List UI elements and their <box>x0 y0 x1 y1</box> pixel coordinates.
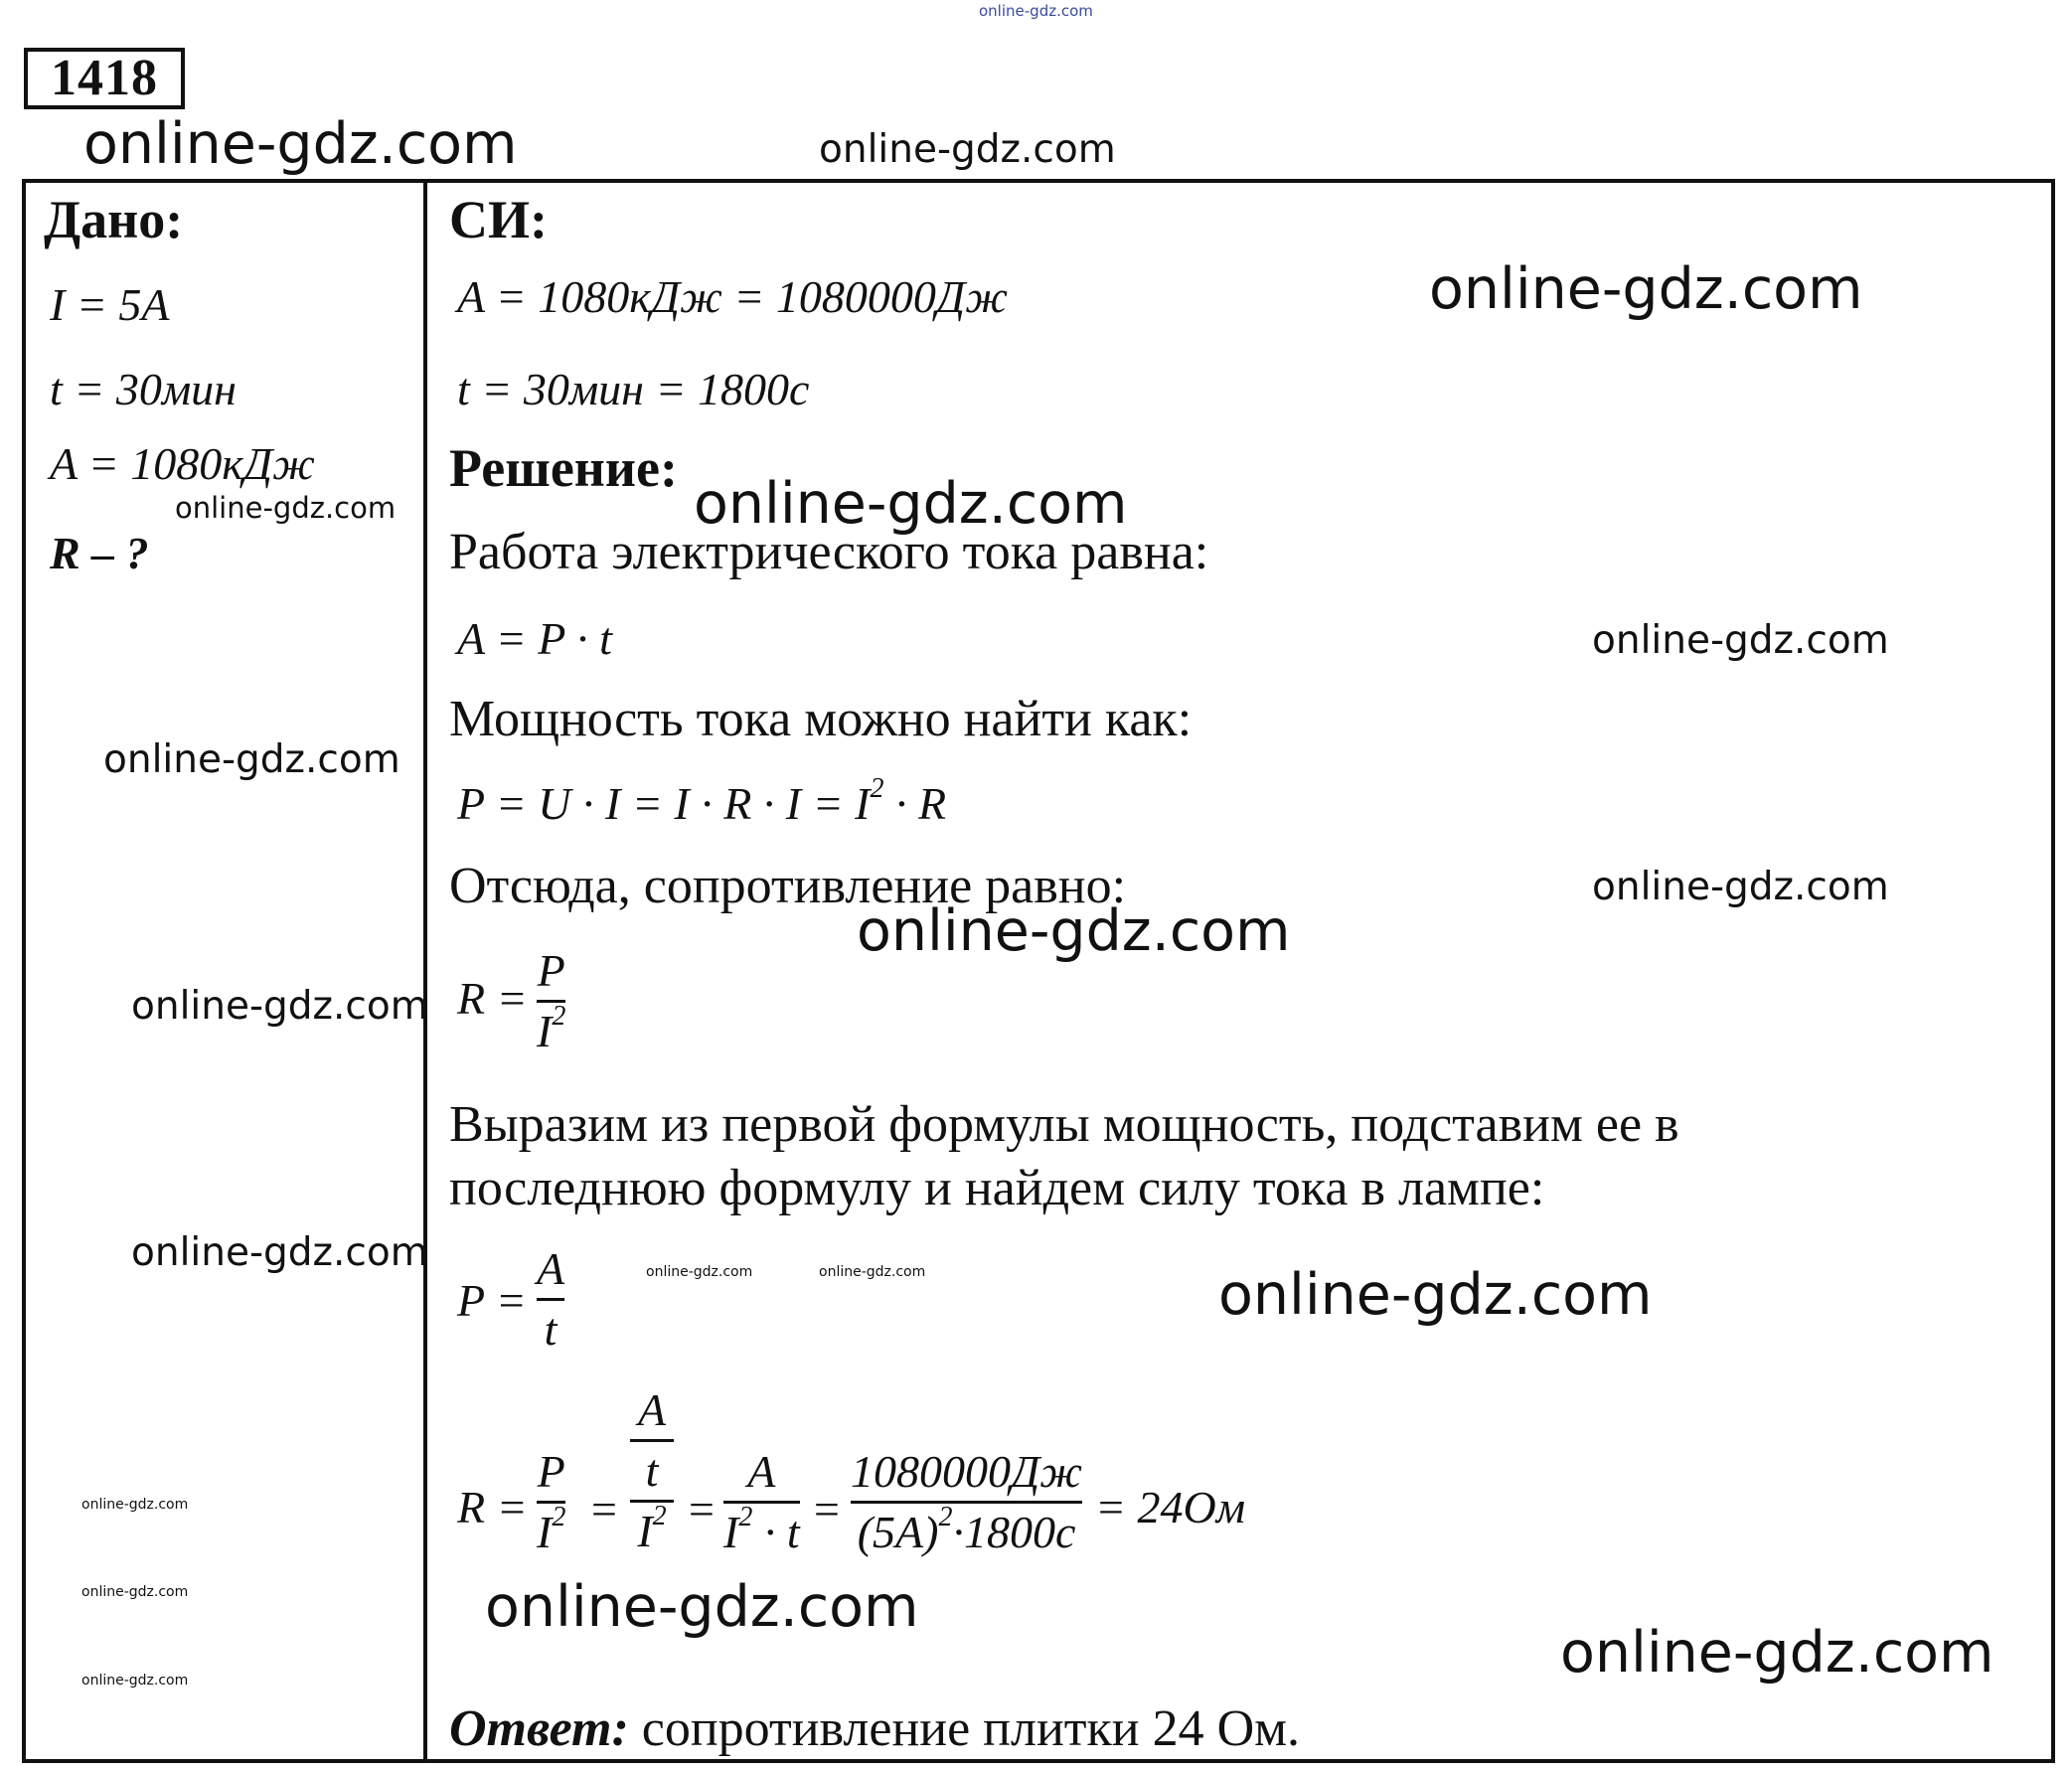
formula-power-exponent: 2 <box>870 773 884 804</box>
fraction-denominator: t <box>544 1304 558 1355</box>
solution-paragraph-4-line-2: последнюю формулу и найдем силу тока в лампе: <box>449 1160 1545 1216</box>
si-line-time: t = 30мин = 1800с <box>457 364 810 414</box>
final-fraction-4 <box>851 1446 1083 1557</box>
given-line-time: t = 30мин <box>50 364 237 414</box>
watermark: online-gdz.com <box>646 1264 753 1280</box>
solution-paragraph-3: Отсюда, сопротивление равно: <box>449 858 1127 914</box>
fraction-numerator: P <box>537 1446 565 1497</box>
equals-sign: = <box>588 1484 620 1534</box>
given-line-work: A = 1080кДж <box>50 438 315 489</box>
watermark: online-gdz.com <box>81 1673 189 1689</box>
watermark: online-gdz.com <box>131 1230 428 1275</box>
watermark: online-gdz.com <box>83 111 518 177</box>
given-question: R – ? <box>50 528 149 578</box>
final-fraction-2 <box>630 1384 674 1556</box>
watermark: online-gdz.com <box>103 737 400 782</box>
watermark: online-gdz.com <box>81 1497 189 1513</box>
fraction-denominator: $I^2$ <box>537 1001 566 1056</box>
fraction-denominator: $I^2 \cdot t$ <box>723 1502 800 1557</box>
fraction-denominator: $I^2$ <box>537 1502 566 1557</box>
watermark: online-gdz.com <box>1218 1262 1653 1328</box>
fraction-numerator: 1080000Дж <box>851 1446 1083 1497</box>
fraction-numerator: A <box>537 1243 565 1294</box>
equals-sign: = <box>811 1484 843 1534</box>
fraction-denominator: $I^2$ <box>637 1501 667 1556</box>
solution-paragraph-2: Мощность тока можно найти как: <box>449 691 1193 747</box>
watermark: online-gdz.com <box>694 471 1128 537</box>
formula-power-from-work-lhs: P = <box>457 1275 527 1326</box>
si-heading: СИ: <box>449 190 548 249</box>
problem-number: 1418 <box>24 48 185 109</box>
solution-heading: Решение: <box>449 438 678 498</box>
solution-paragraph-1: Работа электрического тока равна: <box>449 524 1209 580</box>
watermark: online-gdz.com <box>819 127 1116 172</box>
formula-work: A = P · t <box>457 613 612 664</box>
formula-power-main: P = U · I = I · R · I = I <box>457 778 871 829</box>
column-divider <box>423 179 427 1763</box>
final-fraction-3 <box>723 1446 800 1557</box>
formula-power-from-work-fraction <box>537 1243 565 1355</box>
equals-sign: = <box>686 1484 717 1534</box>
solution-paragraph-4-line-1: Выразим из первой формулы мощность, подставим ее в <box>449 1096 1679 1153</box>
watermark: online-gdz.com <box>1429 256 1863 322</box>
watermark: online-gdz.com <box>81 1584 189 1600</box>
given-line-current: I = 5A <box>50 279 170 330</box>
watermark: online-gdz.com <box>819 1264 926 1280</box>
watermark: online-gdz.com <box>1560 1620 1994 1686</box>
given-heading: Дано: <box>44 190 184 249</box>
fraction-numerator: A <box>747 1446 776 1497</box>
answer <box>449 1699 1300 1758</box>
fraction-numerator: P <box>537 945 565 996</box>
final-result: = 24Ом <box>1095 1482 1246 1532</box>
si-line-work: A = 1080кДж = 1080000Дж <box>457 271 1008 322</box>
final-fraction-1 <box>537 1446 566 1557</box>
formula-resistance-fraction <box>537 945 566 1056</box>
watermark: online-gdz.com <box>1592 618 1889 663</box>
watermark: online-gdz.com <box>131 984 428 1029</box>
fraction-denominator: $(5A)^2\cdot 1800с$ <box>857 1502 1076 1557</box>
answer-label: Ответ: <box>449 1700 629 1757</box>
final-formula-lhs: R = <box>457 1482 528 1532</box>
nested-numerator: A <box>637 1384 667 1435</box>
watermark-top: online-gdz.com <box>979 2 1093 20</box>
watermark: online-gdz.com <box>857 898 1291 964</box>
answer-text: сопротивление плитки 24 Ом. <box>628 1700 1301 1757</box>
watermark: online-gdz.com <box>1592 865 1889 909</box>
watermark: online-gdz.com <box>485 1574 919 1640</box>
nested-denominator: t <box>645 1445 659 1496</box>
formula-power-tail: · R <box>883 778 947 829</box>
formula-resistance-lhs: R = <box>457 973 528 1024</box>
formula-power <box>457 773 947 830</box>
watermark: online-gdz.com <box>175 491 397 525</box>
